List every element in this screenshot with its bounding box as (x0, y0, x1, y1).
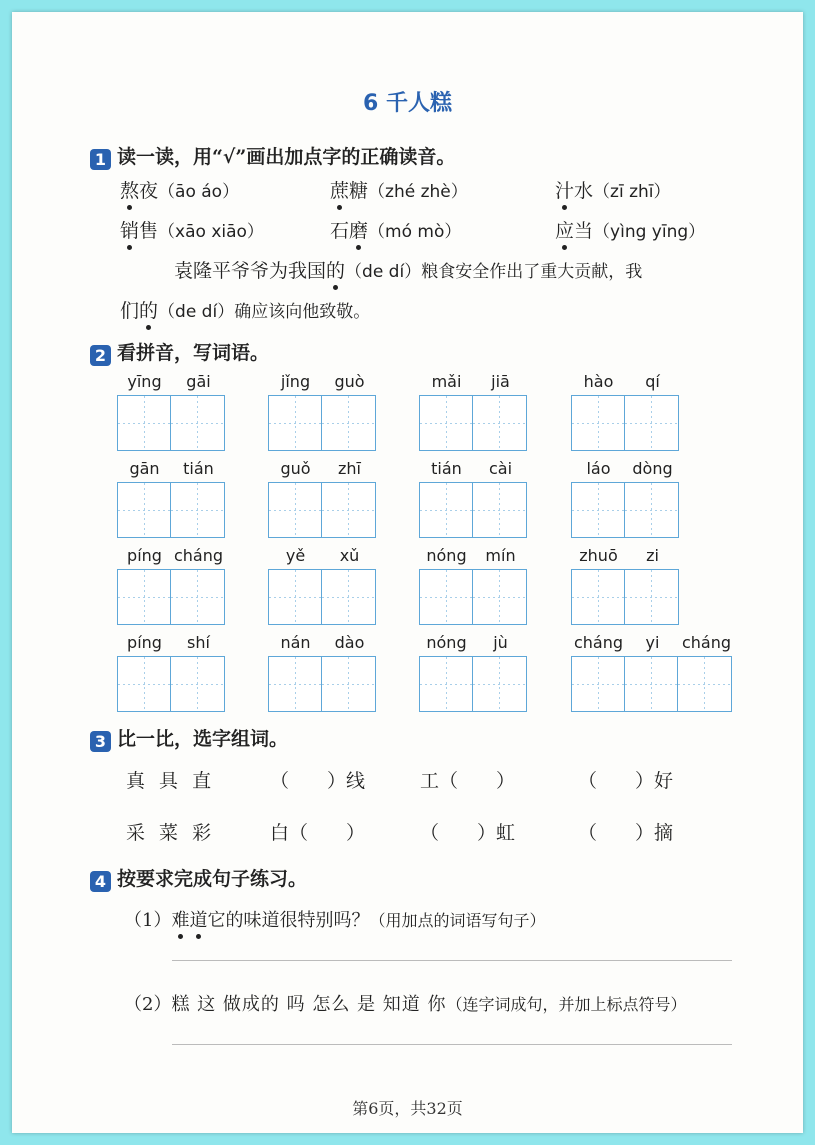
reading-item (555, 176, 671, 203)
reading-item-pinyin[interactable]: （yìng yīng） (593, 222, 706, 242)
sentence1-post: （de dí）粮食安全作出了重大贡献，我 (345, 262, 643, 282)
writing-grid[interactable] (419, 395, 527, 451)
pinyin-label: zhī (338, 459, 361, 478)
writing-grid[interactable] (268, 656, 376, 712)
writing-grid[interactable] (571, 656, 732, 712)
pinyin-label: nóng (426, 546, 467, 565)
writing-cell[interactable] (171, 396, 224, 450)
pinyin-label: mín (485, 546, 516, 565)
reading-item-pinyin[interactable]: （zhé zhè） (368, 182, 468, 202)
q1-answer-line[interactable] (172, 960, 732, 961)
section3-row2-chars: 采 菜 彩 (126, 822, 216, 844)
q2-hint: （连字词成句，并加上标点符号） (446, 995, 687, 1014)
writing-grid[interactable] (419, 656, 527, 712)
pinyin-label: guǒ (280, 459, 311, 478)
q1-sentence: 它的味道很特别吗？ (207, 910, 370, 931)
section3-row1-blank-b[interactable]: 工（ ） (420, 770, 516, 792)
writing-cell[interactable] (269, 657, 322, 711)
reading-item-dot-char: 汁 (555, 176, 574, 203)
writing-cell[interactable] (420, 657, 473, 711)
section1-heading-text: 读一读，用“√”画出加点字的正确读音。 (117, 146, 456, 168)
writing-cell[interactable] (572, 570, 625, 624)
pinyin-label: nóng (426, 633, 467, 652)
sentence2-dot-char: 的 (139, 296, 158, 323)
reading-item-dot-char: 应 (555, 216, 574, 243)
pinyin-label: shí (187, 633, 210, 652)
section3-row1-chars: 真 具 直 (126, 770, 216, 792)
writing-cell[interactable] (473, 570, 526, 624)
section1-sentence-1 (174, 256, 642, 283)
writing-grid[interactable] (117, 656, 225, 712)
pinyin-label: qí (645, 372, 660, 391)
writing-grid[interactable] (268, 482, 376, 538)
writing-cell[interactable] (420, 570, 473, 624)
section2-heading (90, 338, 269, 366)
pinyin-label: tián (183, 459, 214, 478)
writing-cell[interactable] (473, 483, 526, 537)
pinyin-label: guò (334, 372, 365, 391)
reading-item-char: 当 (574, 220, 594, 242)
writing-cell[interactable] (118, 657, 171, 711)
q1-dot-char-2: 道 (189, 906, 207, 932)
q1-dot-char-1: 难 (171, 906, 189, 932)
reading-item-char: 售 (139, 220, 159, 242)
writing-cell[interactable] (572, 396, 625, 450)
reading-item-char: 水 (574, 180, 594, 202)
pinyin-label: píng (127, 546, 162, 565)
pinyin-label: jiā (491, 372, 510, 391)
section1-heading (90, 142, 455, 170)
section4-question-2 (124, 990, 687, 1016)
writing-cell[interactable] (572, 657, 625, 711)
pinyin-label: cháng (173, 546, 224, 565)
section4-number: 4 (90, 871, 111, 892)
pinyin-label: píng (127, 633, 162, 652)
pinyin-label: cháng (573, 633, 624, 652)
writing-cell[interactable] (322, 657, 375, 711)
section3-heading (90, 724, 288, 752)
q1-hint: （用加点的词语写句子） (369, 911, 546, 930)
writing-grid[interactable] (117, 482, 225, 538)
q1-number: （1） (124, 910, 172, 931)
writing-cell[interactable] (269, 570, 322, 624)
writing-cell[interactable] (625, 483, 678, 537)
sentence1-dot-char: 的 (326, 256, 345, 283)
reading-item (330, 216, 461, 243)
writing-cell[interactable] (322, 570, 375, 624)
reading-item-pinyin[interactable]: （xāo xiāo） (158, 222, 264, 242)
reading-item (120, 176, 239, 203)
section1-number: 1 (90, 149, 111, 170)
section4-heading (90, 864, 307, 892)
worksheet-page (12, 12, 803, 1133)
writing-cell[interactable] (678, 657, 731, 711)
reading-item-dot-char: 销 (120, 216, 139, 243)
reading-item-char: 石 (330, 220, 350, 242)
pinyin-label: láo (586, 459, 611, 478)
section3-number: 3 (90, 731, 111, 752)
pinyin-label: zhuō (579, 546, 618, 565)
section4-heading-text: 按要求完成句子练习。 (117, 868, 308, 890)
pinyin-label: hào (583, 372, 614, 391)
writing-grid[interactable] (571, 482, 679, 538)
reading-item (330, 176, 468, 203)
section1-sentence-2 (120, 296, 370, 323)
pinyin-label: jù (493, 633, 508, 652)
reading-item-dot-char: 蔗 (330, 176, 349, 203)
sentence2-pre: 们 (120, 300, 140, 322)
pinyin-label: tián (431, 459, 462, 478)
writing-cell[interactable] (322, 483, 375, 537)
section3-row1-blank-c[interactable]: （ ）好 (578, 770, 674, 792)
writing-grid[interactable] (117, 395, 225, 451)
pinyin-label: dào (334, 633, 365, 652)
writing-cell[interactable] (473, 396, 526, 450)
writing-cell[interactable] (171, 483, 224, 537)
pinyin-label: cài (488, 459, 513, 478)
writing-cell[interactable] (171, 657, 224, 711)
reading-item-pinyin[interactable]: （āo áo） (158, 182, 240, 202)
writing-cell[interactable] (118, 483, 171, 537)
section2-heading-text: 看拼音，写词语。 (117, 342, 270, 364)
reading-item (120, 216, 264, 243)
writing-grid[interactable] (571, 395, 679, 451)
writing-cell[interactable] (625, 396, 678, 450)
reading-item-dot-char: 磨 (349, 216, 368, 243)
q2-answer-line[interactable] (172, 1044, 732, 1045)
section3-row2-blank-c[interactable]: （ ）摘 (578, 822, 674, 844)
sentence1-pre: 袁隆平爷爷为我国 (174, 260, 327, 282)
reading-item-char: 糖 (349, 180, 369, 202)
reading-item (555, 216, 705, 243)
writing-grid[interactable] (268, 395, 376, 451)
pinyin-label: zi (646, 546, 659, 565)
pinyin-label: nán (280, 633, 311, 652)
q2-words: 糕 这 做成的 吗 怎么 是 知道 你 (171, 994, 447, 1015)
writing-cell[interactable] (171, 570, 224, 624)
writing-cell[interactable] (269, 396, 322, 450)
section3-row1-blank-a[interactable]: （ ）线 (270, 770, 366, 792)
page-footer: 第6页，共32页 (352, 1099, 463, 1118)
writing-cell[interactable] (118, 396, 171, 450)
writing-grid[interactable] (117, 569, 225, 625)
writing-grid[interactable] (419, 569, 527, 625)
writing-cell[interactable] (625, 657, 678, 711)
writing-grid[interactable] (571, 569, 679, 625)
pinyin-label: dòng (632, 459, 673, 478)
pinyin-label: xǔ (339, 546, 360, 565)
pinyin-label: yīng (127, 372, 162, 391)
writing-grid[interactable] (419, 482, 527, 538)
writing-cell[interactable] (473, 657, 526, 711)
pinyin-label: cháng (681, 633, 732, 652)
lesson-title: 6 千人糕 (363, 91, 452, 116)
sentence2-post: （de dí）确应该向他致敬。 (158, 302, 371, 322)
pinyin-label: yě (285, 546, 306, 565)
section3-row2-blank-a[interactable]: 白（ ） (270, 822, 366, 844)
section3-row2-blank-b[interactable]: （ ）虹 (420, 822, 516, 844)
writing-grid[interactable] (268, 569, 376, 625)
pinyin-label: jǐng (280, 372, 311, 391)
writing-cell[interactable] (118, 570, 171, 624)
pinyin-label: gāi (186, 372, 211, 391)
reading-item-dot-char: 熬 (120, 176, 139, 203)
writing-cell[interactable] (625, 570, 678, 624)
reading-item-char: 夜 (139, 180, 159, 202)
pinyin-label: gān (129, 459, 160, 478)
writing-cell[interactable] (420, 396, 473, 450)
reading-item-pinyin[interactable]: （zī zhī） (593, 182, 671, 202)
section2-number: 2 (90, 345, 111, 366)
writing-cell[interactable] (420, 483, 473, 537)
pinyin-label: yi (645, 633, 660, 652)
writing-cell[interactable] (572, 483, 625, 537)
section4-question-1 (124, 906, 545, 932)
section3-heading-text: 比一比，选字组词。 (117, 728, 289, 750)
writing-cell[interactable] (269, 483, 322, 537)
reading-item-pinyin[interactable]: （mó mò） (368, 222, 462, 242)
q2-number: （2） (124, 994, 172, 1015)
pinyin-label: mǎi (431, 372, 462, 391)
writing-cell[interactable] (322, 396, 375, 450)
